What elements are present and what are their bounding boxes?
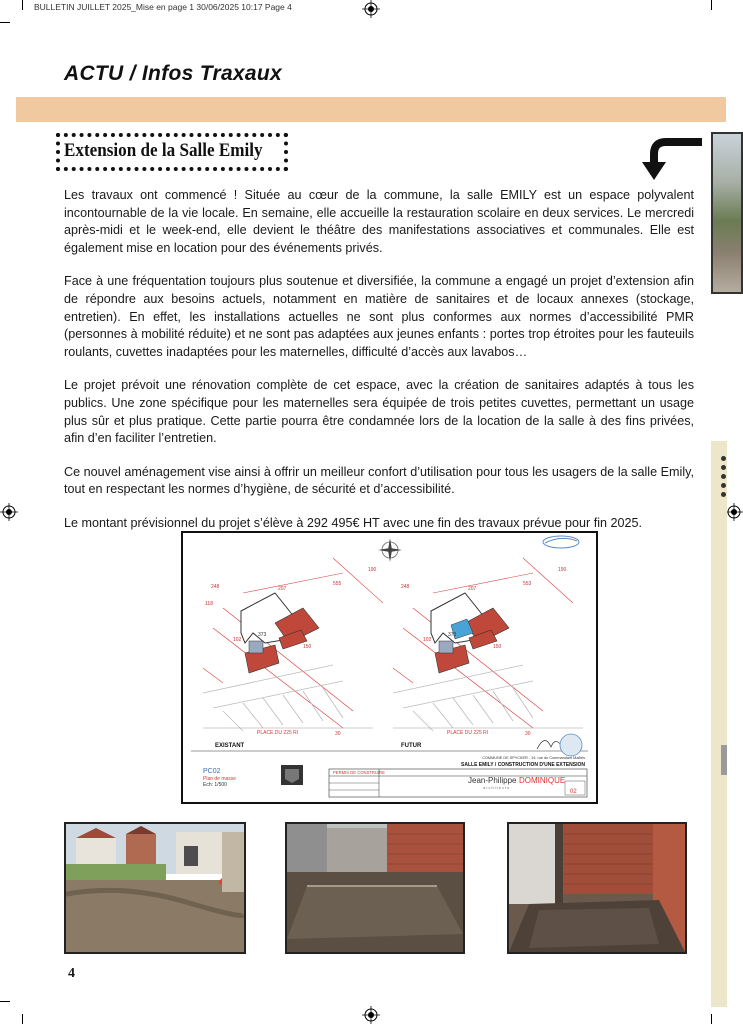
architect-seal-icon	[560, 734, 582, 756]
sheet-code: PC02	[203, 768, 221, 775]
architect-name-first: Jean-Philippe	[468, 776, 517, 785]
print-slug: BULLETIN JUILLET 2025_Mise en page 1 30/06/2025 10:17 Page 4	[34, 2, 292, 12]
parcel-number: 150	[493, 644, 502, 650]
parcel-number: 248	[211, 584, 220, 590]
parcel-number: 207	[468, 586, 477, 592]
parcel-number: 207	[278, 586, 287, 592]
permit-label: PERMIS DE CONSTRUIRE	[333, 770, 385, 775]
registration-mark-right-icon	[725, 503, 743, 521]
plan-future	[393, 558, 583, 731]
label-future: FUTUR	[401, 743, 422, 749]
side-dots	[721, 456, 727, 501]
article-body	[64, 187, 694, 549]
parcel-number: 150	[303, 644, 312, 650]
crop-mark-top-left-v	[22, 0, 23, 10]
registration-mark-bottom-icon	[362, 1006, 380, 1024]
parcel-number: 102	[423, 637, 432, 643]
sheet-scale: Ech: 1/500	[203, 782, 227, 788]
photo-worksite-slab	[285, 822, 465, 954]
architect-name-last: DOMINIQUE	[519, 776, 566, 785]
parcel-number: 553	[523, 581, 532, 587]
project-line: SALLE EMILY / CONSTRUCTION D'UNE EXTENSION	[461, 762, 585, 768]
parcel-number: 118	[205, 601, 213, 607]
architect-logo-icon	[543, 536, 579, 548]
crop-mark-bottom-left	[0, 1001, 10, 1002]
registration-mark-left-icon	[0, 503, 18, 521]
page-number: 4	[68, 966, 75, 981]
parcel-number: 555	[333, 581, 342, 587]
sheet-number: 02	[570, 789, 577, 795]
compass-rose-icon	[378, 538, 402, 562]
crop-mark-bottom-left-v	[22, 1014, 23, 1024]
paragraph: Le montant prévisionnel du projet s’élève à 292 495€ HT avec une fin des travaux prévue pour fin 2025.	[64, 515, 643, 530]
site-plan-drawing	[181, 531, 598, 804]
side-strip-marker	[721, 745, 727, 775]
header-band	[16, 97, 726, 122]
paragraph: Les travaux ont commencé ! Située au cœur de la commune, la salle EMILY est un espace polyvalent incontournable de la vie locale. En semaine, elle accueille la restauration scolaire en deux services. Le mercredi après-midi et le week-end, elle devient le théâtre des manifestations associatives et communales. Elle est également mise en location pour des événements privés.	[64, 188, 694, 255]
parcel-number: 30	[525, 731, 531, 737]
label-existing: EXISTANT	[215, 743, 245, 749]
paragraph: Ce nouvel aménagement vise ainsi à offrir un meilleur confort d’utilisation pour tous les usagers de la salle Emily, tout en respectant les normes d’hygiène, de sécurité et d’accessibilité.	[64, 464, 694, 497]
architect-role: architecte	[483, 785, 511, 790]
parcel-number: 30	[335, 731, 341, 737]
paragraph: Le projet prévoit une rénovation complète de cet espace, avec la création de sanitaires adaptés à tous les publics. Une zone spécifique pour les maternelles sera équipée de trois petites cuvettes, permettant un usage plus sûr et plus pratique. Cette partie pourra être condamnée lors de la location de la salle à des fins privées, afin d’en faciliter l’entretien.	[64, 378, 694, 446]
parcel-number: 190	[558, 567, 567, 573]
crop-mark-top-left	[0, 22, 10, 23]
registration-mark-top-icon	[362, 0, 380, 18]
photo-worksite-yard	[64, 822, 246, 954]
crop-mark-bottom-right-v	[711, 1014, 712, 1024]
crop-mark-top-right-v	[711, 0, 712, 10]
parcel-number: 102	[233, 637, 242, 643]
section-title: ACTU / Infos Traxaux	[64, 62, 282, 85]
curved-arrow-icon	[640, 136, 702, 184]
parcel-number: 373	[448, 632, 457, 638]
paragraph: Face à une fréquentation toujours plus soutenue et diversifiée, la commune a engagé un projet d’extension afin de répondre aux besoins actuels, notamment en matière de sanitaires et de locaux annexes (stockage, entretien). En effet, les installations actuelles ne sont plus conformes aux normes d’accessibilité PMR (personnes à mobilité réduite) et ne sont pas adaptées aux jeunes enfants : portes trop étroites pour les fauteuils roulants, cuvettes inadaptées pour les maternelles, difficulté d’accès aux lavabos…	[64, 274, 694, 359]
place-label-future: PLACE DU 225 RI	[447, 730, 489, 736]
parcel-number: 248	[401, 584, 410, 590]
place-label-existing: PLACE DU 225 RI	[257, 730, 299, 736]
plan-existing	[203, 558, 383, 731]
sheet-name: Plan de masse	[203, 776, 237, 782]
article-title: Extension de la Salle Emily	[64, 140, 263, 161]
side-color-strip	[711, 441, 727, 1007]
parcel-number: 373	[258, 632, 267, 638]
commune-line: COMMUNE DE SPYCKER - 19, rue du Commandant Malliès	[482, 756, 585, 760]
photo-worksite-corner	[507, 822, 687, 954]
side-photo-crop	[711, 132, 743, 294]
parcel-number: 190	[368, 567, 377, 573]
